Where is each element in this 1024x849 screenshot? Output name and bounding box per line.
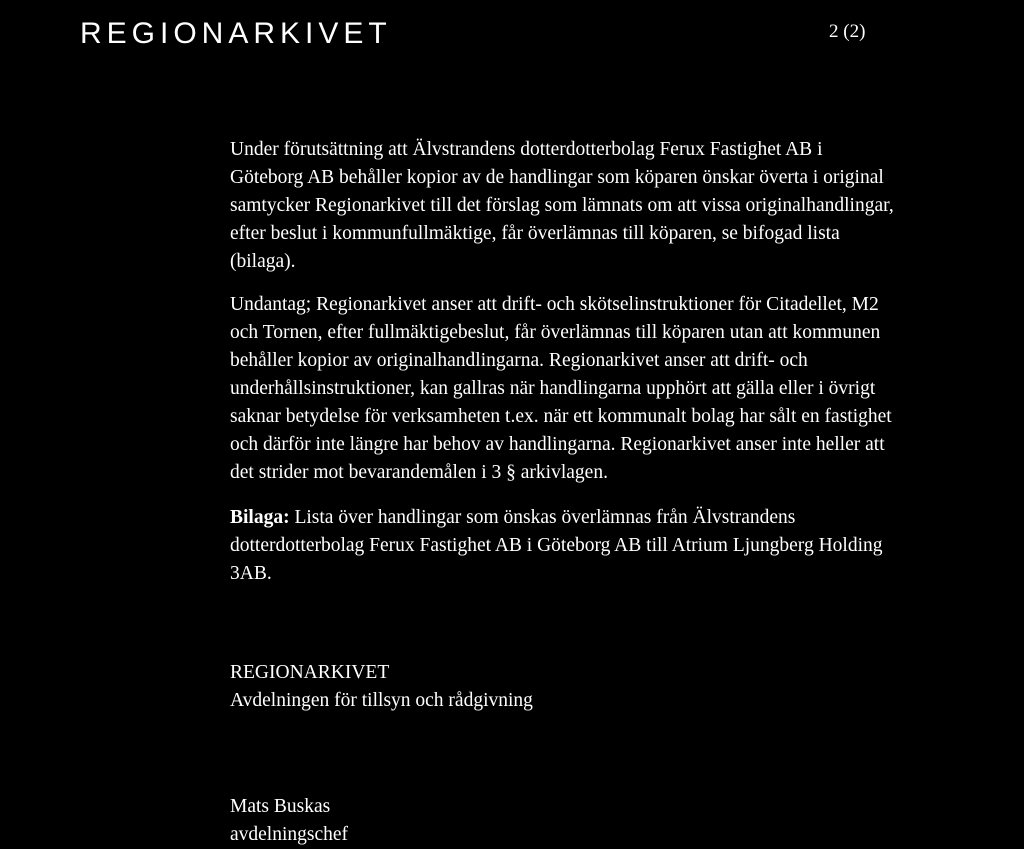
attachment-line: dotterdotterbolag Ferux Fastighet AB i Göteborg AB till Atrium Ljungberg Holding	[230, 535, 883, 556]
paragraph-line: Göteborg AB behåller kopior av de handlingar som köparen önskar överta i original	[230, 167, 884, 188]
signer-name: Mats Buskas	[230, 796, 331, 817]
attachment-note	[230, 504, 1024, 588]
paragraph-line: underhållsinstruktioner, kan gallras när handlingarna upphört att gälla eller i övrigt	[230, 378, 876, 399]
signature-org-name: REGIONARKIVET	[230, 662, 390, 683]
signer-title: avdelningschef	[230, 824, 349, 845]
paragraph-line: Undantag; Regionarkivet anser att drift- och skötselinstruktioner för Citadellet, M2	[230, 294, 879, 315]
paragraph-exception	[230, 291, 1024, 487]
paragraph-line: efter beslut i kommunfullmäktige, får överlämnas till köparen, se bifogad lista	[230, 223, 840, 244]
signature-organization	[230, 659, 1024, 715]
attachment-label: Bilaga:	[230, 507, 290, 528]
attachment-first-line	[230, 504, 1024, 532]
paragraph-line: och därför inte längre har behov av handlingarna. Regionarkivet anser inte heller att	[230, 434, 885, 455]
paragraph-line: saknar betydelse för verksamheten t.ex. när ett kommunalt bolag har sålt en fastighet	[230, 406, 892, 427]
attachment-line: 3AB.	[230, 563, 272, 584]
page-number: 2 (2)	[829, 21, 866, 42]
paragraph-line: (bilaga).	[230, 251, 296, 272]
paragraph-conditions	[230, 136, 1024, 276]
paragraph-line: behåller kopior av originalhandlingarna. Regionarkivet anser att drift- och	[230, 350, 808, 371]
organization-header: REGIONARKIVET	[80, 17, 392, 50]
paragraph-line: det strider mot bevarandemålen i 3 § arkivlagen.	[230, 462, 608, 483]
paragraph-line: och Tornen, efter fullmäktigebeslut, får överlämnas till köparen utan att kommunen	[230, 322, 881, 343]
signature-person	[230, 793, 1024, 849]
attachment-text: Lista över handlingar som önskas överlämnas från Älvstrandens	[289, 507, 796, 528]
paragraph-line: samtycker Regionarkivet till det förslag som lämnats om att vissa originalhandlingar,	[230, 195, 894, 216]
paragraph-line: Under förutsättning att Älvstrandens dotterdotterbolag Ferux Fastighet AB i	[230, 139, 823, 160]
signature-department: Avdelningen för tillsyn och rådgivning	[230, 690, 533, 711]
